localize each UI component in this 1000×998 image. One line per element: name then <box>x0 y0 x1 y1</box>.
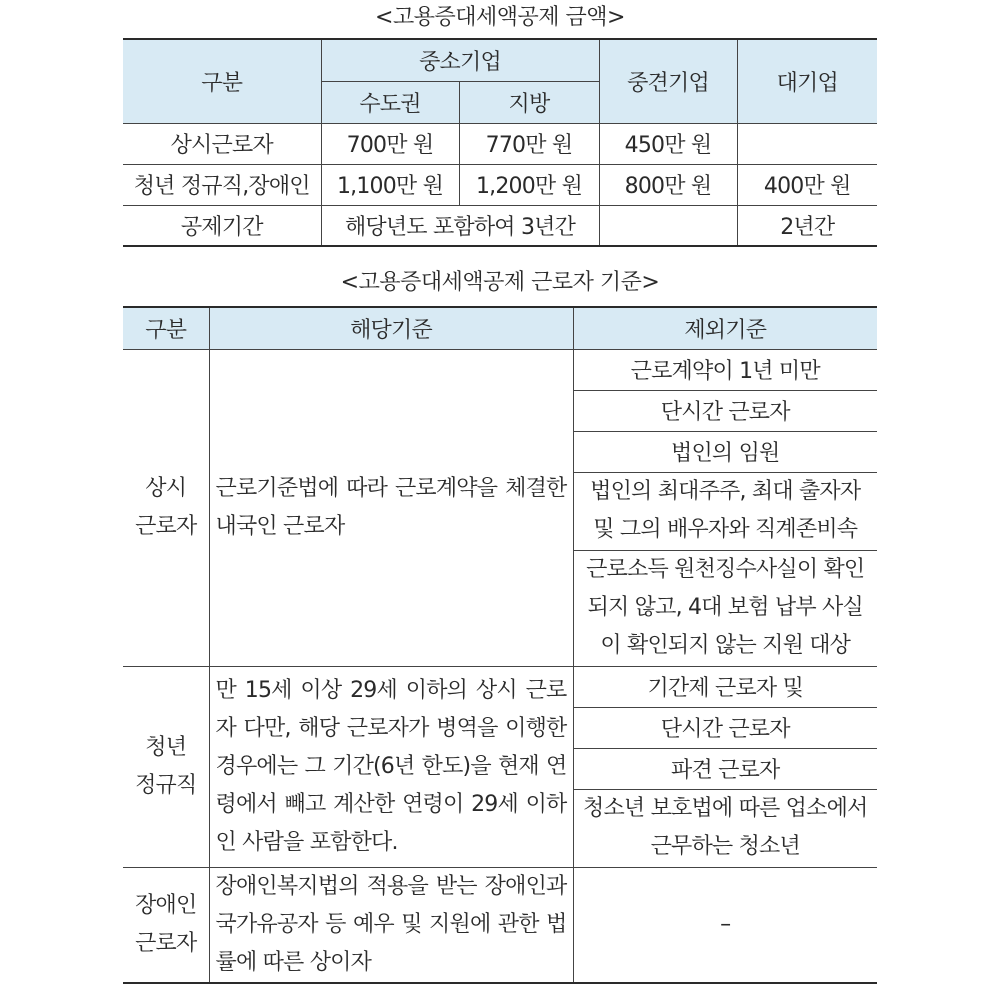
table2-caption: <고용증대세액공제 근로자 기준> <box>340 270 660 295</box>
disabled-exclusion: – <box>573 867 877 983</box>
exclusion-item: 단시간 근로자 <box>573 707 877 748</box>
table1-caption: <고용증대세액공제 금액> <box>375 5 625 30</box>
exclusion-item: 청소년 보호법에 따른 업소에서 근무하는 청소년 <box>573 789 877 867</box>
exclusion-item: 근로소득 원천징수사실이 확인되지 않고, 4대 보험 납부 사실이 확인되지 않는 지원 대상 <box>573 550 877 666</box>
regular-label: 상시 근로자 <box>123 349 209 666</box>
exclusion-item: 법인의 최대주주, 최대 출자자 및 그의 배우자와 직계존비속 <box>573 472 877 550</box>
cell-midsize-period <box>599 205 737 246</box>
youth-criteria: 만 15세 이상 29세 이하의 상시 근로자 다만, 해당 근로자가 병역을 이행한 경우에는 그 기간(6년 한도)을 현재 연령에서 빼고 계산한 연령이 29세 이하인 사람을 포함한다. <box>209 666 573 867</box>
cell-sme-period: 해당년도 포함하여 3년간 <box>321 205 599 246</box>
header-midsize: 중견기업 <box>599 39 737 123</box>
youth-label: 청년 정규직 <box>123 666 209 867</box>
cell-capital: 1,100만 원 <box>321 164 459 205</box>
header-capital: 수도권 <box>321 81 459 123</box>
cell-midsize: 450만 원 <box>599 123 737 164</box>
table-row <box>123 205 877 246</box>
row-label: 청년 정규직,장애인 <box>123 164 321 205</box>
exclusion-item: 기간제 근로자 및 <box>573 666 877 707</box>
cell-large: 400만 원 <box>737 164 877 205</box>
exclusion-item: 근로계약이 1년 미만 <box>573 349 877 390</box>
table-row <box>123 164 877 205</box>
cell-regional: 770만 원 <box>459 123 599 164</box>
row-label: 공제기간 <box>123 205 321 246</box>
header-sme: 중소기업 <box>321 39 599 81</box>
header-category: 구분 <box>123 307 209 349</box>
header-regional: 지방 <box>459 81 599 123</box>
worker-criteria-table <box>123 306 877 984</box>
table-row <box>123 867 877 983</box>
exclusion-item: 파견 근로자 <box>573 748 877 789</box>
regular-criteria: 근로기준법에 따라 근로계약을 체결한 내국인 근로자 <box>209 349 573 666</box>
header-exclusion: 제외기준 <box>573 307 877 349</box>
cell-capital: 700만 원 <box>321 123 459 164</box>
exclusion-item: 법인의 임원 <box>573 431 877 472</box>
cell-midsize: 800만 원 <box>599 164 737 205</box>
cell-regional: 1,200만 원 <box>459 164 599 205</box>
header-criteria: 해당기준 <box>209 307 573 349</box>
header-large: 대기업 <box>737 39 877 123</box>
row-label: 상시근로자 <box>123 123 321 164</box>
header-category: 구분 <box>123 39 321 123</box>
table-row <box>123 123 877 164</box>
exclusion-item: 단시간 근로자 <box>573 390 877 431</box>
disabled-criteria: 장애인복지법의 적용을 받는 장애인과 국가유공자 등 예우 및 지원에 관한 법률에 따른 상이자 <box>209 867 573 983</box>
cell-large <box>737 123 877 164</box>
tax-credit-amount-table <box>123 38 877 247</box>
cell-large-period: 2년간 <box>737 205 877 246</box>
table-row <box>123 349 877 390</box>
disabled-label: 장애인 근로자 <box>123 867 209 983</box>
table-row <box>123 666 877 707</box>
